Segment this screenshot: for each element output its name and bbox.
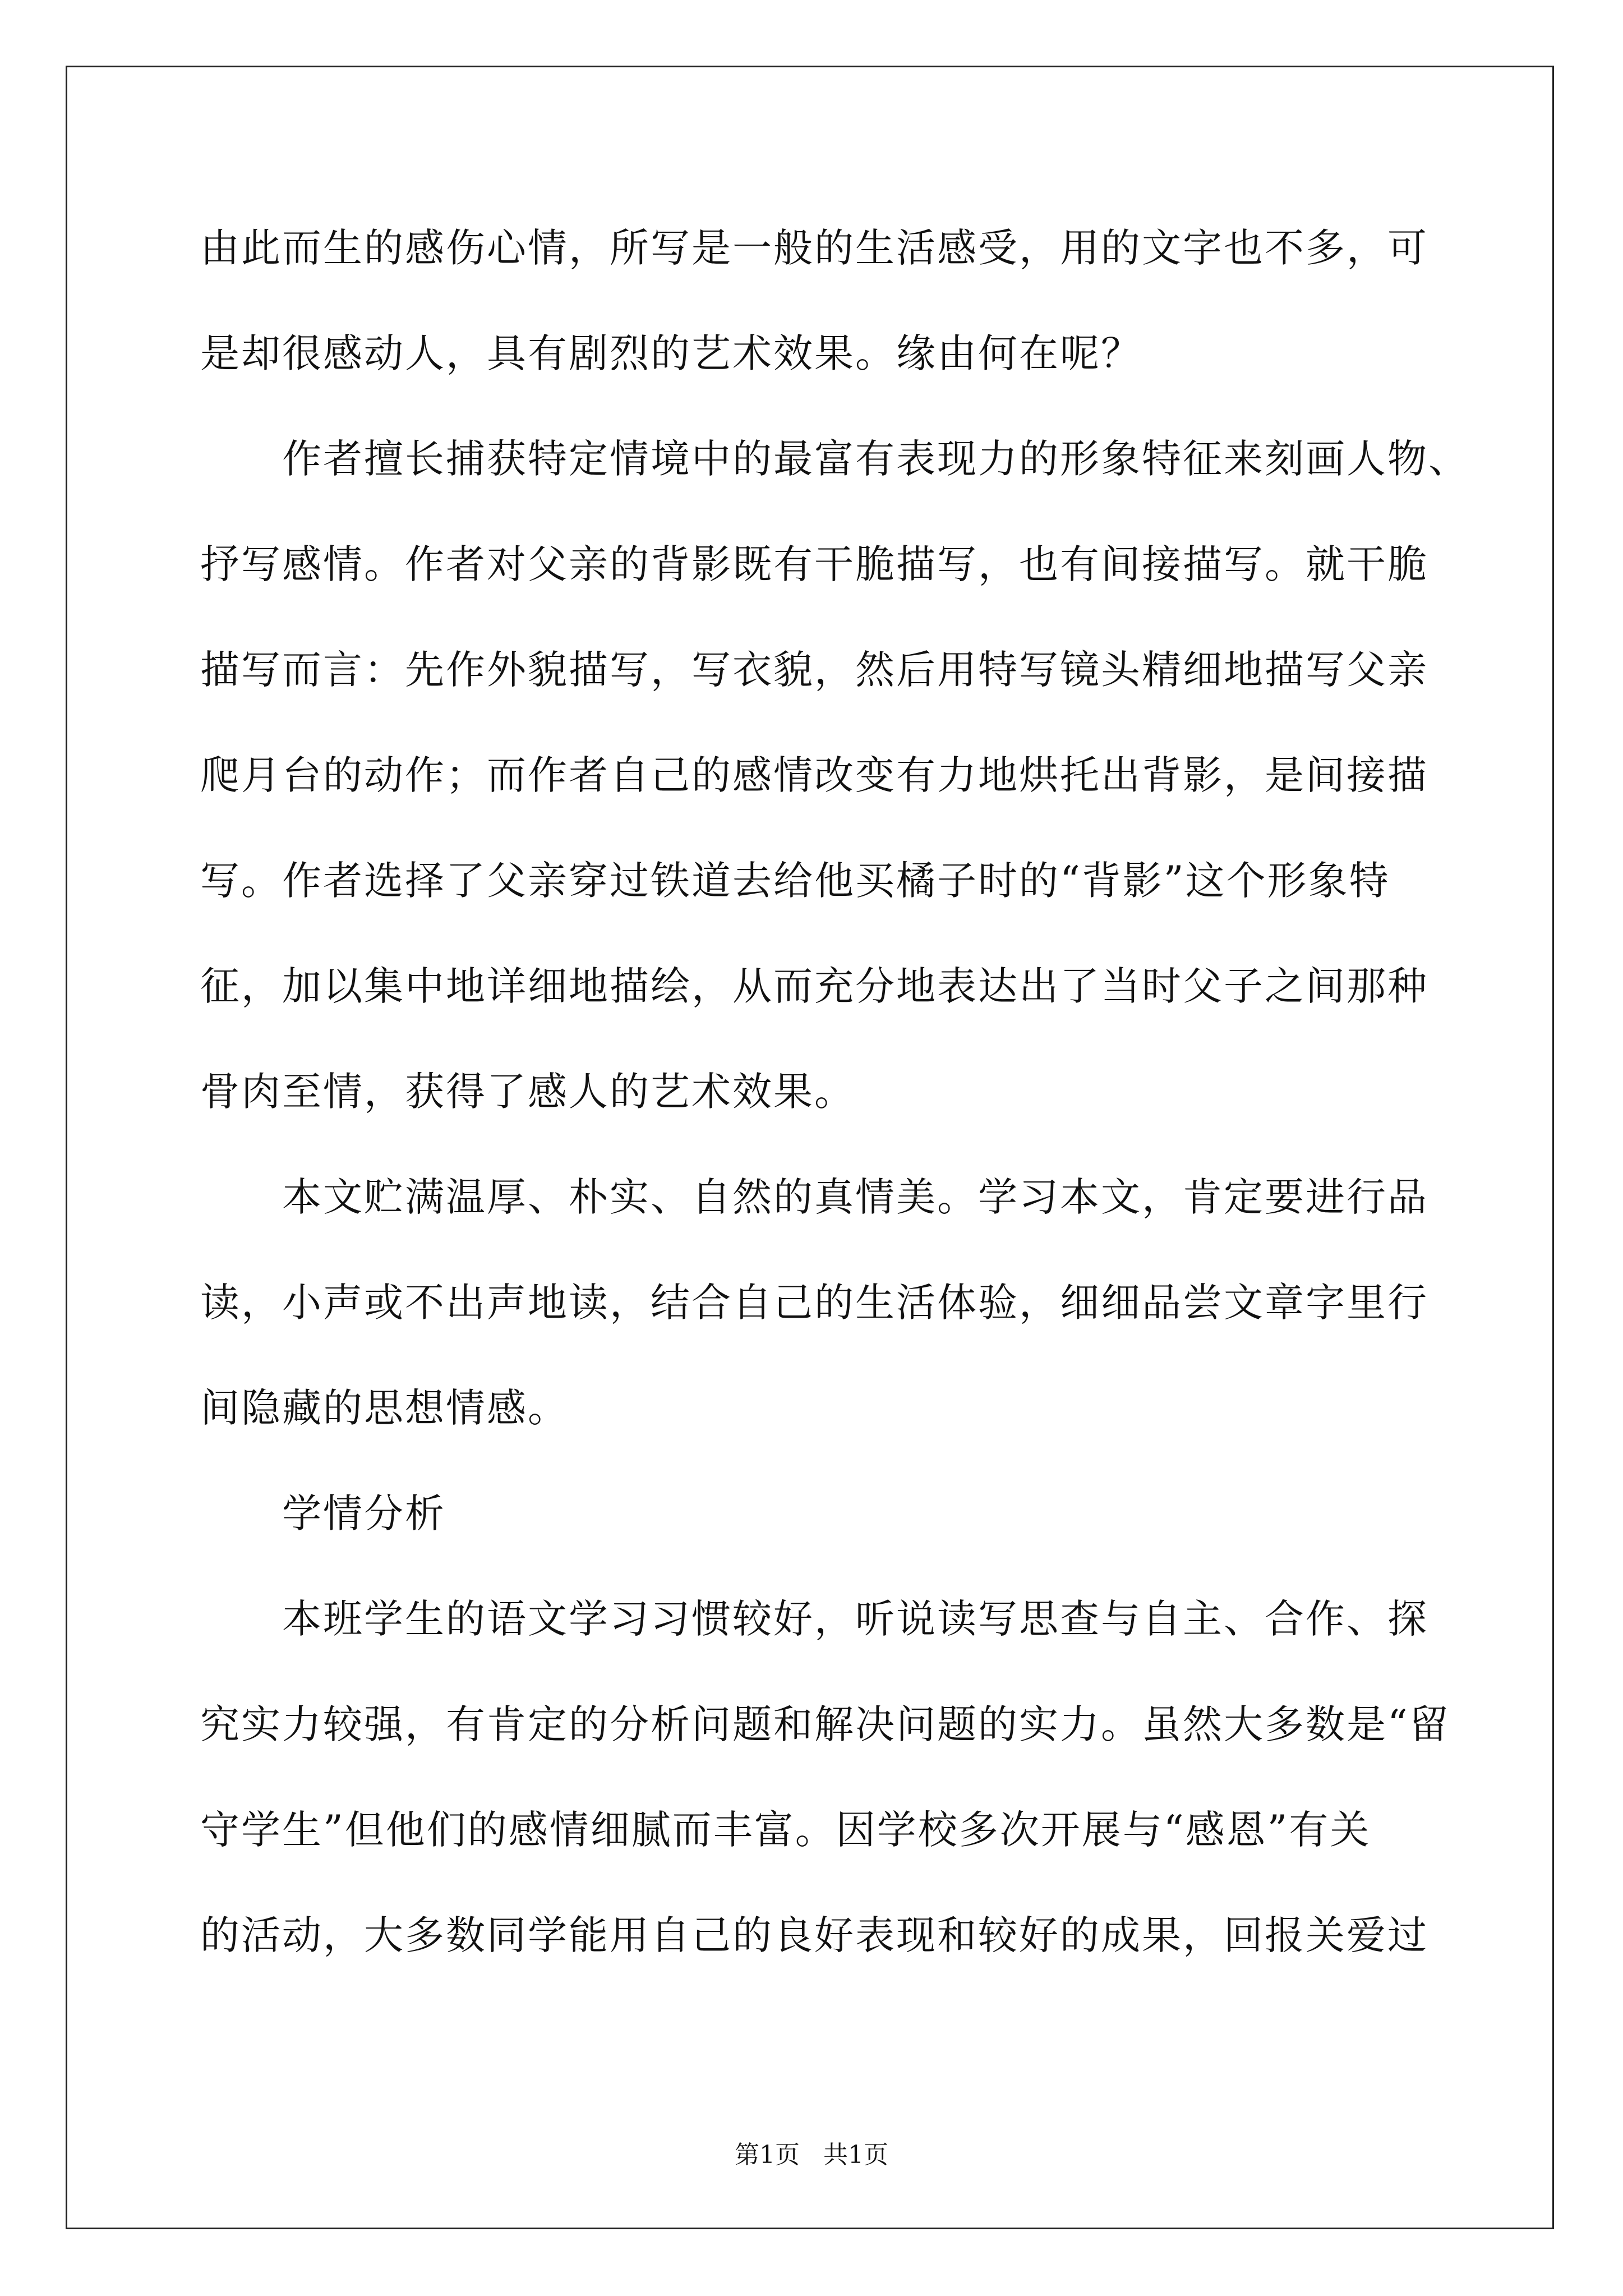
- text-line: 究实力较强，有肯定的分析问题和解决问题的实力。虽然大多数是“留: [200, 1701, 1450, 1747]
- text-line: 读，小声或不出声地读，结合自己的生活体验，细细品尝文章字里行: [200, 1280, 1428, 1326]
- text-line: 作者擅长捕获特定情境中的最富有表现力的形象特征来刻画人物、: [200, 436, 1469, 482]
- text-line: 爬月台的动作；而作者自己的感情改变有力地烘托出背影，是间接描: [200, 752, 1428, 798]
- page-border: [66, 66, 1554, 2229]
- text-line: 写。作者选择了父亲穿过铁道去给他买橘子时的“背影”这个形象特: [200, 858, 1390, 904]
- text-line: 本文贮满温厚、朴实、自然的真情美。学习本文，肯定要进行品: [200, 1174, 1428, 1220]
- text-line: 是却很感动人，具有剧烈的艺术效果。缘由何在呢？: [200, 330, 1142, 376]
- text-line: 的活动，大多数同学能用自己的良好表现和较好的成果，回报关爱过: [200, 1912, 1428, 1958]
- text-line: 骨肉至情，获得了感人的艺术效果。: [200, 1069, 855, 1115]
- text-line: 由此而生的感伤心情，所写是一般的生活感受，用的文字也不多，可: [200, 225, 1428, 271]
- page-number-footer: 第1页 共1页: [735, 2141, 888, 2169]
- text-line: 描写而言：先作外貌描写，写衣貌，然后用特写镜头精细地描写父亲: [200, 647, 1428, 693]
- text-line: 间隐藏的思想情感。: [200, 1385, 569, 1431]
- text-line: 守学生”但他们的感情细腻而丰富。因学校多次开展与“感恩”有关: [200, 1807, 1371, 1853]
- text-line: 本班学生的语文学习习惯较好，听说读写思查与自主、合作、探: [200, 1596, 1428, 1642]
- section-heading: 学情分析: [200, 1490, 446, 1536]
- text-line: 抒写感情。作者对父亲的背影既有干脆描写，也有间接描写。就干脆: [200, 541, 1428, 587]
- text-line: 征，加以集中地详细地描绘，从而充分地表达出了当时父子之间那种: [200, 963, 1428, 1009]
